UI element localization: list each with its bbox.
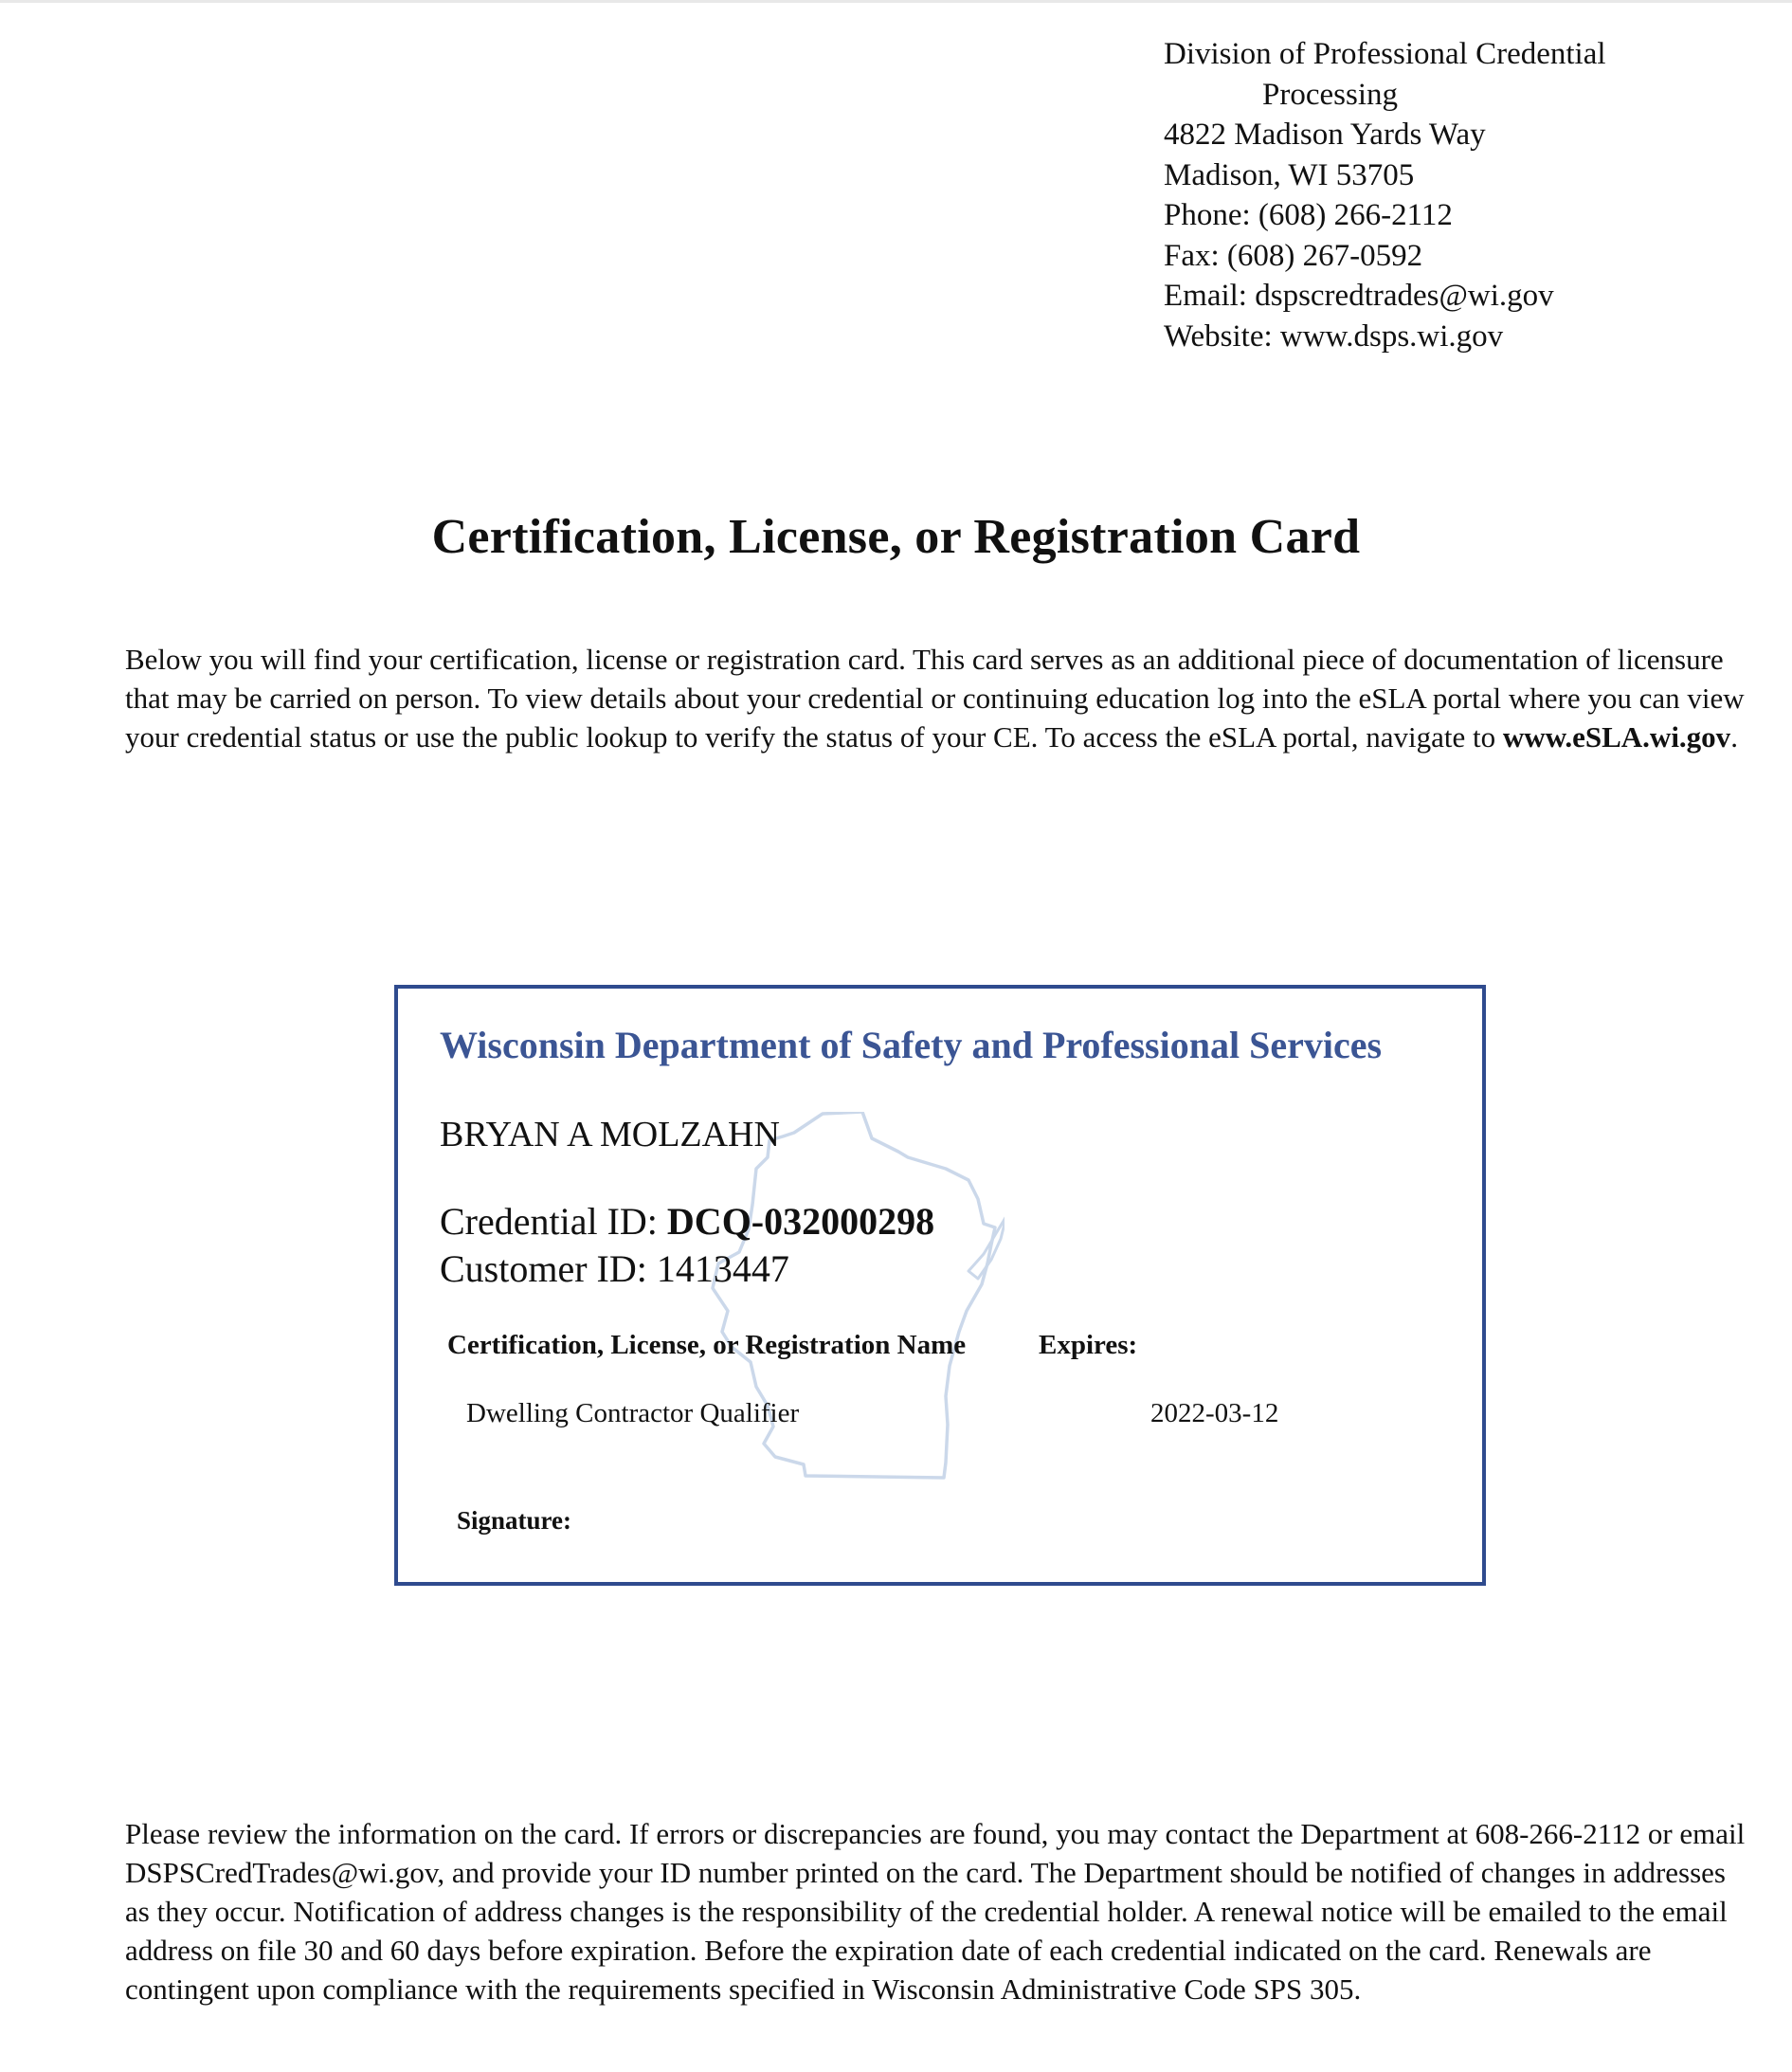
website-address: Website: www.dsps.wi.gov <box>1164 318 1504 354</box>
intro-paragraph <box>125 640 1755 756</box>
credential-id-value: DCQ-032000298 <box>666 1200 935 1243</box>
fax-number: Fax: (608) 267-0592 <box>1164 238 1423 273</box>
office-address-block <box>1164 34 1694 356</box>
credential-name-value: Dwelling Contractor Qualifier <box>466 1398 800 1428</box>
closing-paragraph: Please review the information on the card. If errors or discrepancies are found, you may contact the Department at 608-266-2112 or email DSPSCredTrades@wi.gov, and provide your ID number printed on the card. The Department should be notified of changes in addresses as they occur. Notification of address changes is the responsibility of the credential holder. A renewal notice will be emailed to the email address on file 30 and 60 days before expiration. Before the expiration date of each credential indicated on the card. Renewals are contingent upon compliance with the requirements specified in Wisconsin Administrative Code SPS 305. <box>125 1817 1746 2006</box>
email-address: Email: dspscredtrades@wi.gov <box>1164 279 1554 313</box>
page-title: Certification, License, or Registration Card <box>431 510 1361 564</box>
intro-end: . <box>1730 720 1738 754</box>
card-holder-name: BRYAN A MOLZAHN <box>440 1115 780 1154</box>
customer-id-line <box>440 1246 789 1291</box>
customer-id-label: Customer ID: <box>440 1247 657 1290</box>
credential-name-column-header: Certification, License, or Registration Name <box>447 1330 967 1360</box>
wisconsin-map-watermark-icon <box>711 1112 1005 1491</box>
street-address: 4822 Madison Yards Way <box>1164 118 1486 152</box>
credential-id-line <box>440 1199 934 1244</box>
expiration-date-value: 2022-03-12 <box>1150 1398 1279 1428</box>
phone-number: Phone: (608) 266-2112 <box>1164 198 1453 232</box>
division-line2: Processing <box>1262 77 1398 112</box>
intro-text: Below you will find your certification, license or registration card. This card serves as an additional piece of documentation of licensure that may be carried on person. To view details about your credential or continuing education log into the eSLA portal where you can view your credential status or use the public lookup to verify the status of your CE. To access the eSLA portal, navigate to <box>125 643 1745 754</box>
city-state-zip: Madison, WI 53705 <box>1164 157 1415 192</box>
division-line1: Division of Professional Credential <box>1164 37 1606 71</box>
signature-label: Signature: <box>457 1506 572 1535</box>
expires-column-header: Expires: <box>1039 1330 1138 1360</box>
page-top-rule <box>0 0 1792 3</box>
card-department-heading: Wisconsin Department of Safety and Professional Services <box>440 1024 1383 1066</box>
credential-id-label: Credential ID: <box>440 1200 667 1243</box>
credential-card <box>394 985 1486 1586</box>
esla-portal-link[interactable]: www.eSLA.wi.gov <box>1502 720 1731 754</box>
customer-id-value: 1413447 <box>656 1247 789 1290</box>
